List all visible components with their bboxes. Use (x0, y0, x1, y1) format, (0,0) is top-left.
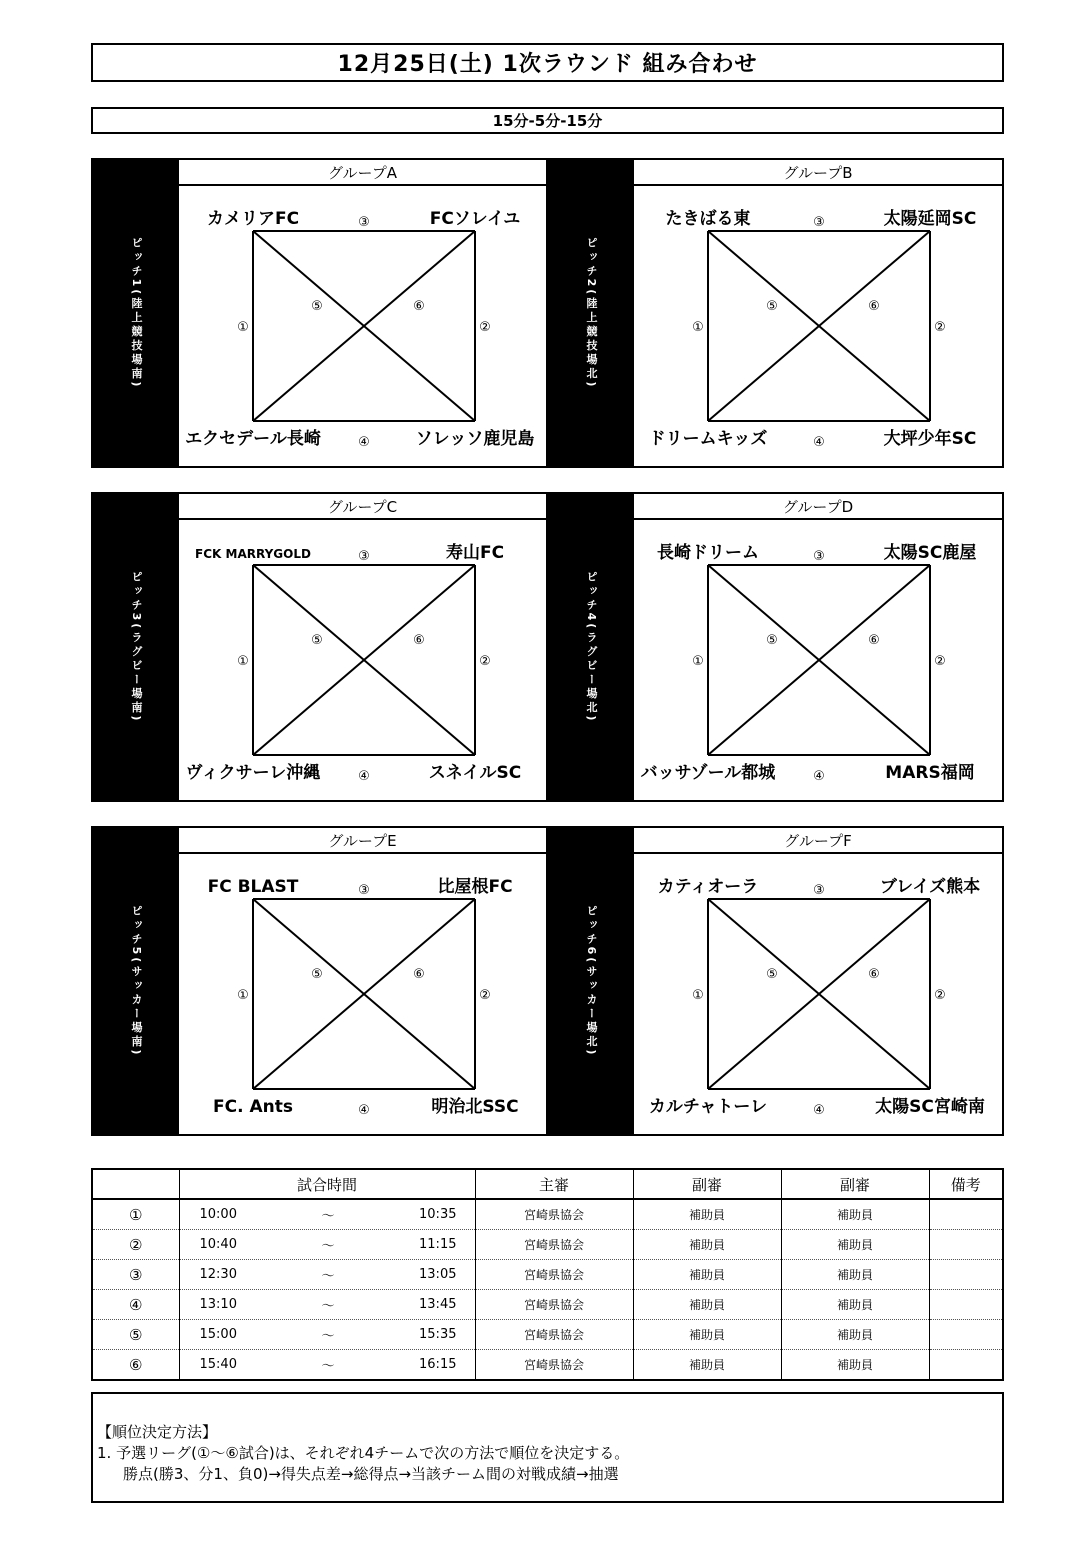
group-name: グループD (634, 494, 1002, 520)
time-separator: 〜 (321, 1299, 335, 1314)
match-number-5: ⑤ (766, 967, 778, 982)
time-separator: 〜 (321, 1359, 335, 1374)
match-diagram (634, 854, 1001, 1134)
match-number-4: ④ (358, 435, 370, 450)
match-time (179, 1199, 475, 1230)
group-row (91, 826, 1004, 1136)
pitch-label (93, 160, 179, 466)
match-number-6: ⑥ (868, 299, 880, 314)
team-top-left: FC BLAST (207, 877, 299, 897)
notes (929, 1350, 1002, 1380)
assistant-2: 補助員 (781, 1320, 929, 1350)
pitch-label (548, 828, 634, 1134)
rules-line-2: 勝点(勝3、分1、負0)→得失点差→総得点→当該チーム間の対戦成績→抽選 (123, 1465, 619, 1483)
page-title: 12月25日(土) 1次ラウンド 組み合わせ (91, 43, 1004, 82)
referee: 宮崎県協会 (475, 1320, 633, 1350)
start-time: 10:40 (199, 1237, 237, 1252)
team-bottom-left: ドリームキッズ (648, 429, 768, 449)
notes (929, 1290, 1002, 1320)
team-bottom-left: ヴィクサーレ沖縄 (185, 763, 321, 783)
team-bottom-left: FC. Ants (213, 1097, 293, 1117)
assistant-1: 補助員 (633, 1230, 781, 1260)
match-number-5: ⑤ (311, 633, 323, 648)
header-no (93, 1170, 179, 1199)
team-bottom-right: 太陽SC宮崎南 (875, 1097, 985, 1117)
referee: 宮崎県協会 (475, 1290, 633, 1320)
match-time (179, 1260, 475, 1290)
match-no: ⑥ (129, 1355, 143, 1374)
match-number-2: ② (479, 988, 491, 1003)
pitch-name: ピッチ1(陸上競技場南) (130, 236, 143, 390)
referee: 宮崎県協会 (475, 1199, 633, 1230)
team-bottom-left: バッサゾール都城 (640, 763, 776, 783)
match-number-2: ② (934, 654, 946, 669)
notes (929, 1320, 1002, 1350)
end-time: 11:15 (419, 1237, 457, 1252)
notes (929, 1199, 1002, 1230)
match-diagram (179, 854, 546, 1134)
match-diagram (634, 186, 1001, 466)
header-referee: 主審 (475, 1170, 633, 1199)
match-no: ① (93, 1199, 179, 1230)
match-number-1: ① (237, 320, 249, 335)
match-number-6: ⑥ (413, 633, 425, 648)
team-top-left: 長崎ドリーム (657, 543, 759, 563)
rules-heading: 【順位決定方法】 (97, 1423, 218, 1441)
match-number-1: ① (237, 988, 249, 1003)
match-number-5: ⑤ (311, 299, 323, 314)
match-number-2: ② (479, 654, 491, 669)
schedule-row (93, 1290, 1002, 1320)
team-bottom-left: カルチャトーレ (648, 1097, 768, 1117)
team-top-left: カメリアFC (206, 209, 300, 229)
time-separator: 〜 (321, 1239, 335, 1254)
schedule-header-row (93, 1170, 1002, 1199)
match-diagram (634, 520, 1001, 800)
referee: 宮崎県協会 (475, 1260, 633, 1290)
referee: 宮崎県協会 (475, 1350, 633, 1380)
group-name: グループA (179, 160, 548, 186)
team-bottom-right: ソレッソ鹿児島 (415, 429, 535, 449)
group-row (91, 158, 1004, 468)
match-number-4: ④ (813, 435, 825, 450)
match-number-2: ② (479, 320, 491, 335)
pitch-name: ピッチ6(サッカー場北) (585, 904, 598, 1058)
match-diagram (179, 186, 546, 466)
match-number-1: ① (692, 988, 704, 1003)
match-number-5: ⑤ (766, 633, 778, 648)
group-name: グループC (179, 494, 548, 520)
start-time: 15:40 (199, 1357, 237, 1372)
start-time: 15:00 (199, 1327, 237, 1342)
assistant-2: 補助員 (781, 1230, 929, 1260)
team-bottom-right: 大坪少年SC (883, 429, 977, 449)
match-number-3: ③ (358, 549, 370, 564)
time-separator: 〜 (321, 1269, 335, 1284)
match-number-3: ③ (358, 883, 370, 898)
start-time: 12:30 (199, 1267, 237, 1282)
notes (929, 1260, 1002, 1290)
schedule-row (93, 1350, 1002, 1380)
end-time: 13:45 (419, 1297, 457, 1312)
match-format: 15分-5分-15分 (91, 107, 1004, 134)
end-time: 10:35 (419, 1207, 457, 1222)
group-name: グループF (634, 828, 1002, 854)
assistant-2: 補助員 (781, 1260, 929, 1290)
match-number-2: ② (934, 988, 946, 1003)
match-number-5: ⑤ (766, 299, 778, 314)
pitch-name: ピッチ2(陸上競技場北) (585, 236, 598, 390)
match-number-5: ⑤ (311, 967, 323, 982)
group-row (91, 492, 1004, 802)
match-time (179, 1290, 475, 1320)
match-number-6: ⑥ (868, 633, 880, 648)
match-number-4: ④ (813, 1103, 825, 1118)
rules-line-1: 1. 予選リーグ(①〜⑥試合)は、それぞれ4チームで次の方法で順位を決定する。 (97, 1444, 630, 1462)
match-number-4: ④ (813, 769, 825, 784)
match-number-3: ③ (813, 215, 825, 230)
match-time (179, 1350, 475, 1380)
assistant-2: 補助員 (781, 1350, 929, 1380)
team-bottom-right: スネイルSC (428, 763, 522, 783)
match-number-1: ① (692, 654, 704, 669)
schedule-row (93, 1260, 1002, 1290)
assistant-1: 補助員 (633, 1290, 781, 1320)
match-no: ② (93, 1230, 179, 1260)
team-top-left: たきばる東 (665, 209, 751, 229)
pitch-label (93, 828, 179, 1134)
pitch-name: ピッチ4(ラグビー場北) (585, 570, 598, 724)
team-top-right: ブレイズ熊本 (879, 877, 981, 897)
match-number-4: ④ (358, 1103, 370, 1118)
pitch-label (93, 494, 179, 800)
header-time: 試合時間 (179, 1170, 475, 1199)
schedule-row (93, 1320, 1002, 1350)
match-number-6: ⑥ (413, 967, 425, 982)
team-top-right: FCソレイユ (429, 209, 521, 229)
assistant-1: 補助員 (633, 1350, 781, 1380)
header-notes: 備考 (929, 1170, 1002, 1199)
group-name: グループB (634, 160, 1002, 186)
match-no: ⑤ (93, 1320, 179, 1350)
match-time (179, 1320, 475, 1350)
match-number-2: ② (934, 320, 946, 335)
team-top-right: 太陽SC鹿屋 (883, 543, 977, 563)
header-assistant-1: 副審 (633, 1170, 781, 1199)
assistant-1: 補助員 (633, 1199, 781, 1230)
end-time: 15:35 (419, 1327, 457, 1342)
team-top-right: 寿山FC (445, 543, 505, 563)
notes (929, 1230, 1002, 1260)
schedule-row (93, 1230, 1002, 1260)
pitch-name: ピッチ5(サッカー場南) (130, 904, 143, 1058)
end-time: 16:15 (419, 1357, 457, 1372)
team-top-right: 太陽延岡SC (883, 209, 977, 229)
team-top-left: カティオーラ (657, 877, 759, 897)
team-bottom-right: MARS福岡 (885, 763, 975, 783)
match-diagram (179, 520, 546, 800)
team-top-left: FCK MARRYGOLD (195, 547, 311, 561)
team-bottom-left: エクセデール長崎 (185, 429, 321, 449)
assistant-2: 補助員 (781, 1290, 929, 1320)
schedule-table (91, 1168, 1004, 1381)
header-assistant-2: 副審 (781, 1170, 929, 1199)
time-separator: 〜 (321, 1209, 335, 1224)
match-number-6: ⑥ (413, 299, 425, 314)
start-time: 13:10 (199, 1297, 237, 1312)
match-number-1: ① (237, 654, 249, 669)
match-number-3: ③ (358, 215, 370, 230)
end-time: 13:05 (419, 1267, 457, 1282)
schedule-row (93, 1199, 1002, 1230)
match-no: ③ (93, 1260, 179, 1290)
assistant-1: 補助員 (633, 1260, 781, 1290)
assistant-1: 補助員 (633, 1320, 781, 1350)
group-name: グループE (179, 828, 548, 854)
start-time: 10:00 (199, 1207, 237, 1222)
match-number-1: ① (692, 320, 704, 335)
team-bottom-right: 明治北SSC (431, 1097, 519, 1117)
pitch-label (548, 494, 634, 800)
assistant-2: 補助員 (781, 1199, 929, 1230)
match-number-3: ③ (813, 883, 825, 898)
match-number-3: ③ (813, 549, 825, 564)
time-separator: 〜 (321, 1329, 335, 1344)
match-no: ④ (93, 1290, 179, 1320)
pitch-name: ピッチ3(ラグビー場南) (130, 570, 143, 724)
team-top-right: 比屋根FC (437, 877, 513, 897)
match-time (179, 1230, 475, 1260)
pitch-label (548, 160, 634, 466)
ranking-rules (91, 1392, 1004, 1503)
match-number-6: ⑥ (868, 967, 880, 982)
match-number-4: ④ (358, 769, 370, 784)
referee: 宮崎県協会 (475, 1230, 633, 1260)
